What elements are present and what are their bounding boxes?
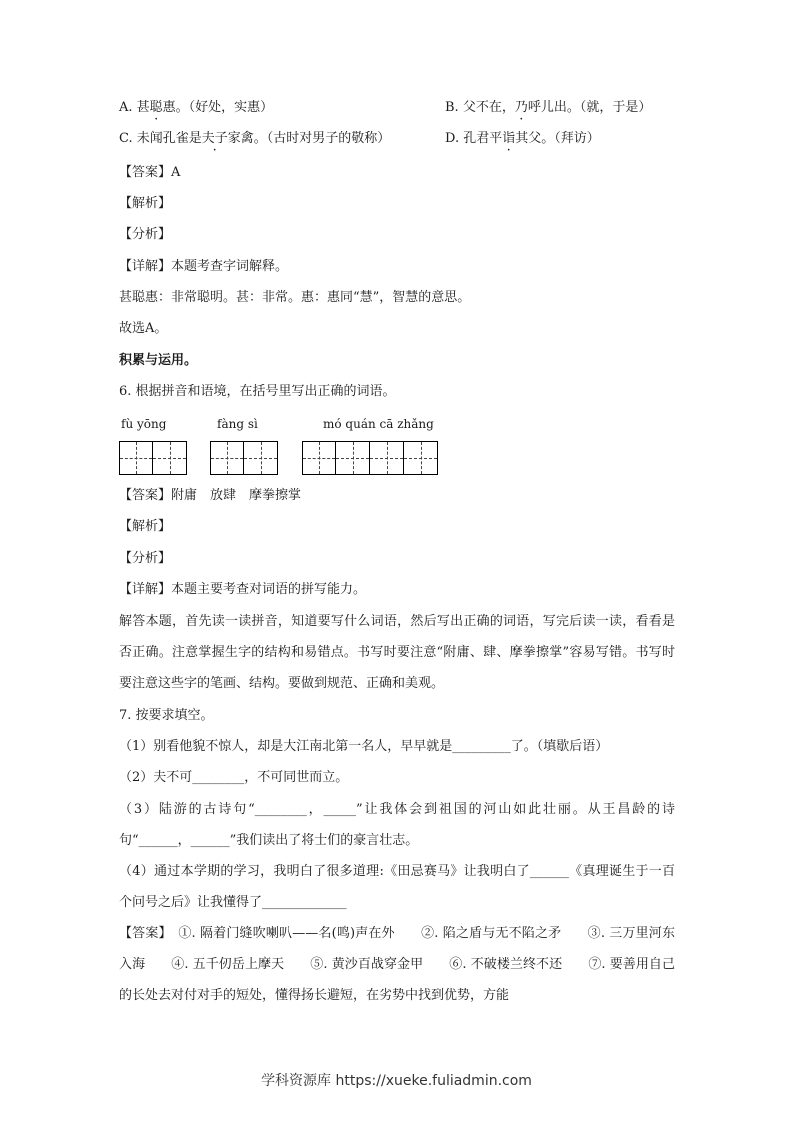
grid-cell xyxy=(153,441,187,475)
grid-cell xyxy=(404,441,438,475)
grid-cell xyxy=(302,441,336,475)
section-title: 积累与运用。 xyxy=(119,353,198,368)
q6-fenxi: 【分析】 xyxy=(119,551,172,566)
q6-jiexi: 【解析】 xyxy=(119,519,172,534)
grid-cell xyxy=(119,441,153,475)
pinyin-2: fàng sì xyxy=(217,417,258,431)
q7-title: 7. 按要求填空。 xyxy=(119,708,214,723)
q5-conclusion: 故选A。 xyxy=(119,321,168,336)
q7-sub3: （3）陆游的古诗句“________，_____”让我体会到祖国的河山如此壮丽。从王昌龄的诗句“______，______”我们读出了将士们的豪言壮志。 xyxy=(119,802,675,848)
writing-grid-2 xyxy=(210,441,278,475)
emphasis-dot: 诣 xyxy=(502,131,516,146)
grid-cell xyxy=(244,441,278,475)
q7-answer: 【答案】 ①. 隔着门缝吹喇叭——名(鸣)声在外 ②. 陷之盾与无不陷之矛 ③. 三万里河东入海 ④. 五千仞岳上摩天 ⑤. 黄沙百战穿金甲 ⑥. 不破楼兰终不还 ⑦. 要善用自己的长处去对付对手的短处，懂得扬长避短，在劣势中找到优势，方能 xyxy=(119,926,675,1003)
pinyin-1: fù yōng xyxy=(121,417,167,431)
q5-fenxi: 【分析】 xyxy=(119,227,172,242)
q7-sub4: （4）通过本学期的学习，我明白了很多道理:《田忌赛马》让我明白了______《真理诞生于一百个问号之后》让我懂得了_____________ xyxy=(119,864,675,910)
q7-sub2: （2）夫不可________，不可同世而立。 xyxy=(119,770,349,785)
emphasis-dot: 乃 xyxy=(514,100,528,115)
grid-cell xyxy=(210,441,244,475)
emphasis-dot: 聪 xyxy=(149,100,163,115)
option-c: C. 未闻孔雀是夫子家禽。（古时对男子的敬称） xyxy=(119,131,391,146)
grid-cell xyxy=(336,441,370,475)
q5-answer: 【答案】A xyxy=(119,165,181,180)
q6-paragraph: 解答本题，首先读一读拼音，知道要写什么词语，然后写出正确的词语，写完后读一读，看看是否正确。注意掌握生字的结构和易错点。书写时要注意“附庸、肆、摩拳擦掌”容易写错。书写时要注意这些字的笔画、结构。要做到规范、正确和美观。 xyxy=(119,614,675,691)
option-b: B. 父不在，乃呼儿出。（就，于是） xyxy=(445,100,652,115)
option-d: D. 孔君平诣其父。（拜访） xyxy=(445,131,600,146)
writing-grid-1 xyxy=(119,441,187,475)
q5-explanation: 甚聪惠：非常聪明。甚：非常。惠：惠同“慧”，智慧的意思。 xyxy=(119,290,471,305)
grid-cell xyxy=(370,441,404,475)
q7-sub1: （1）别看他貌不惊人，却是大江南北第一名人，早早就是_________了。（填歇后语） xyxy=(119,739,609,754)
q6-title: 6. 根据拼音和语境，在括号里写出正确的词语。 xyxy=(119,384,396,399)
option-a: A. 甚聪惠。（好处，实惠） xyxy=(119,100,274,115)
q5-detail: 【详解】本题考查字词解释。 xyxy=(119,259,289,274)
emphasis-dot: 夫子 xyxy=(201,131,228,146)
q5-jiexi: 【解析】 xyxy=(119,196,172,211)
pinyin-3: mó quán cā zhǎng xyxy=(323,417,434,431)
footer-watermark: 学科资源库 https://xueke.fuliadmin.com xyxy=(261,1073,532,1089)
writing-grid-3 xyxy=(302,441,438,475)
q6-answer: 【答案】附庸 放肆 摩拳擦掌 xyxy=(119,488,302,503)
q6-detail: 【详解】本题主要考查对词语的拼写能力。 xyxy=(119,582,367,597)
